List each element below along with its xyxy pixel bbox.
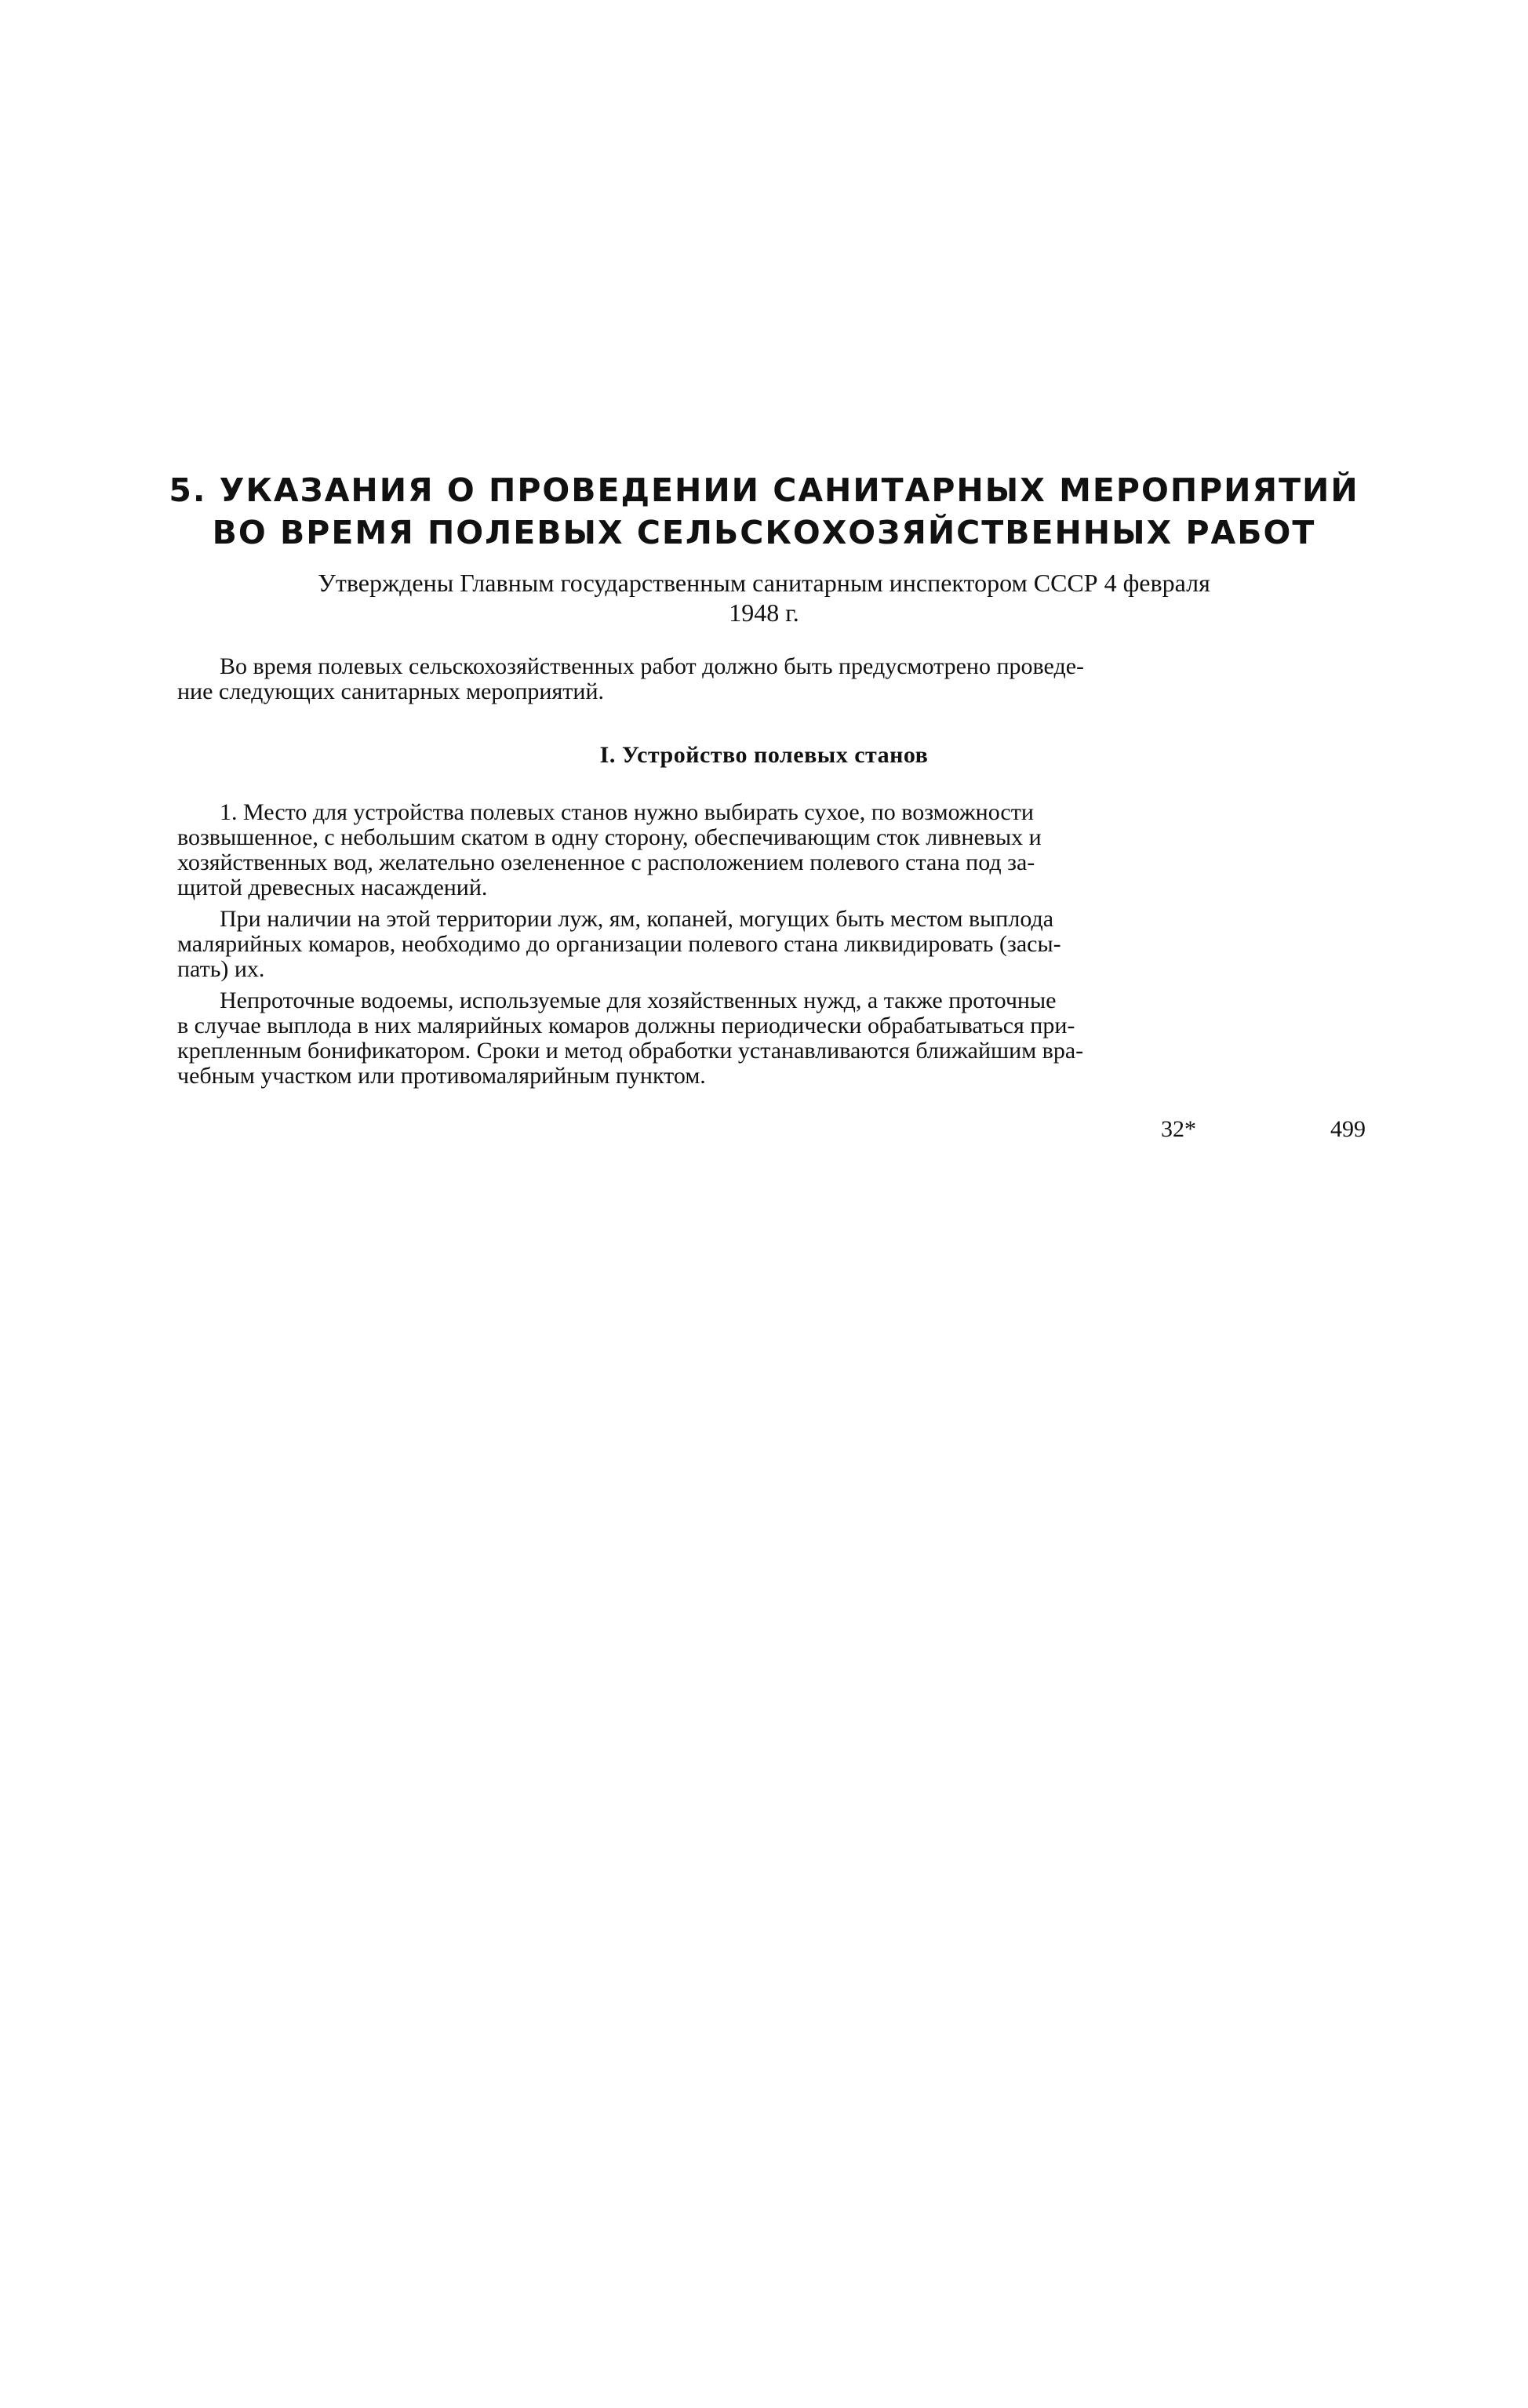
title-line-2: ВО ВРЕМЯ ПОЛЕВЫХ СЕЛЬСКОХОЗЯЙСТВЕННЫХ РАБОТ bbox=[212, 514, 1316, 551]
intro-line-1: Во время полевых сельскохозяйственных работ должно быть предусмотрено проведе- bbox=[220, 653, 1085, 679]
title-line-1: 5. УКАЗАНИЯ О ПРОВЕДЕНИИ САНИТАРНЫХ МЕРОПРИЯТИЙ bbox=[169, 471, 1359, 509]
page-number: 499 bbox=[1330, 1116, 1366, 1142]
paragraph-1-line-4: щитой древесных насаждений. bbox=[177, 875, 488, 900]
paragraph-2-line-3: пать) их. bbox=[177, 956, 265, 982]
paragraph-2-line-1: При наличии на этой территории луж, ям, копаней, могущих быть местом выплода bbox=[220, 906, 1054, 932]
paragraph-1-line-3: хозяйственных вод, желательно озелененное с расположением полевого стана под за- bbox=[177, 849, 1035, 875]
paragraph-1-line-1: 1. Место для устройства полевых станов нужно выбирать сухое, по возможности bbox=[220, 799, 1034, 825]
paragraph-3 bbox=[177, 988, 1371, 1089]
section-heading: I. Устройство полевых станов bbox=[599, 742, 929, 768]
approval-line-1: Утверждены Главным государственным санитарным инспектором СССР 4 февраля bbox=[318, 569, 1210, 597]
approval-note bbox=[157, 568, 1371, 627]
paragraph-2-line-2: малярийных комаров, необходимо до организации полевого стана ликвидировать (засы- bbox=[177, 931, 1061, 957]
paragraph-2 bbox=[177, 907, 1371, 982]
document-title bbox=[157, 469, 1371, 554]
paragraph-3-line-3: крепленным бонификатором. Сроки и метод обработки устанавливаются ближайшим вра- bbox=[177, 1038, 1084, 1064]
paragraph-3-line-1: Непроточные водоемы, используемые для хозяйственных нужд, а также проточные bbox=[220, 988, 1057, 1013]
signature-mark: 32* bbox=[1161, 1116, 1196, 1142]
paragraph-3-line-2: в случае выплода в них малярийных комаров должны периодически обрабатываться при- bbox=[177, 1013, 1075, 1038]
paragraph-1 bbox=[177, 800, 1371, 900]
approval-line-2: 1948 г. bbox=[729, 598, 799, 627]
intro-line-2: ние следующих санитарных мероприятий. bbox=[177, 678, 604, 704]
paragraph-1-line-2: возвышенное, с небольшим скатом в одну сторону, обеспечивающим сток ливневых и bbox=[177, 824, 1042, 850]
paragraph-3-line-4: чебным участком или противомалярийным пунктом. bbox=[177, 1063, 706, 1089]
intro-paragraph bbox=[177, 654, 1371, 704]
